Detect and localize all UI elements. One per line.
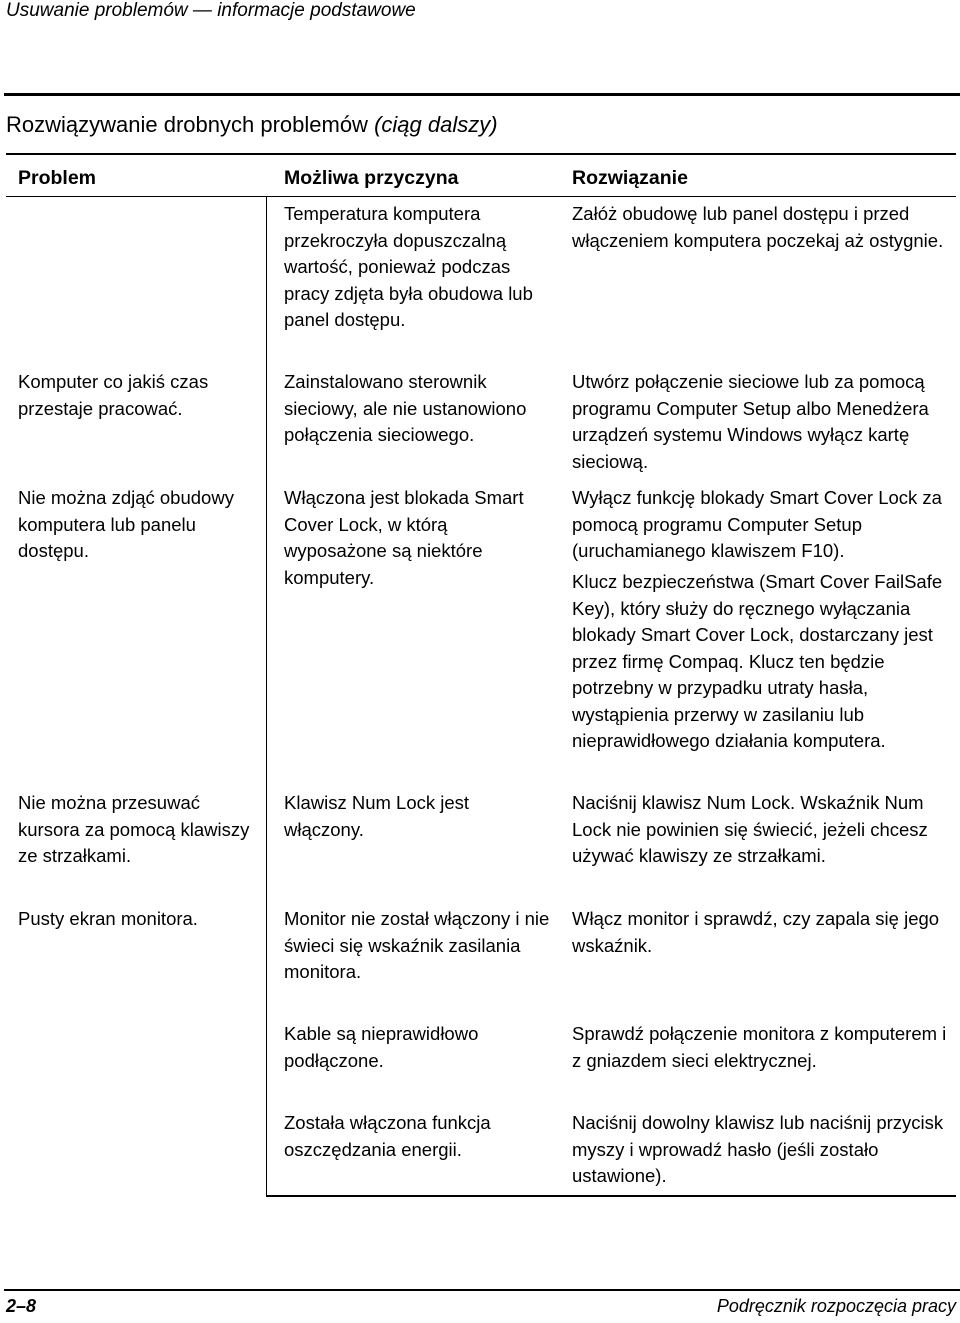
header-rule bbox=[4, 93, 960, 96]
table-cell-solution: Naciśnij klawisz Num Lock. Wskaźnik Num Lock nie powinien się świecić, jeżeli chcesz używać klawiszy ze strzałkami. bbox=[572, 792, 928, 866]
table-cell-solution-note: Klucz bezpieczeństwa (Smart Cover FailSafe Key), który służy do ręcznego wyłączania blokady Smart Cover Lock, dostarczany jest przez firmę Compaq. Klucz ten będzie potrzebny w przypadku utraty hasła, wystąpienia przerwy w zasilaniu lub nieprawidłowego działania komputera. bbox=[572, 571, 943, 751]
table-cell-cause: Temperatura komputera przekroczyła dopuszczalną wartość, ponieważ podczas pracy zdjęta była obudowa lub panel dostępu. bbox=[284, 203, 533, 330]
table-cell-solution: Wyłącz funkcję blokady Smart Cover Lock za pomocą programu Computer Setup (uruchamianego klawiszem F10). bbox=[572, 487, 942, 561]
book-title: Podręcznik rozpoczęcia pracy bbox=[716, 1296, 956, 1316]
section-title-suffix: (ciąg dalszy) bbox=[374, 112, 498, 137]
table-top-rule bbox=[6, 153, 956, 155]
table-cell-solution: Naciśnij dowolny klawisz lub naciśnij przycisk myszy i wprowadź hasło (jeśli zostało ustawione). bbox=[572, 1112, 944, 1186]
table-cell-cause: Klawisz Num Lock jest włączony. bbox=[284, 792, 470, 840]
table-cell-cause: Zainstalowano sterownik sieciowy, ale nie ustanowiono połączenia sieciowego. bbox=[284, 371, 527, 445]
table-cell-problem: Komputer co jakiś czas przestaje pracować. bbox=[18, 371, 209, 419]
table-cell-problem: Pusty ekran monitora. bbox=[18, 908, 198, 929]
table-cell-solution: Utwórz połączenie sieciowe lub za pomocą programu Computer Setup albo Menedżera urządzeń systemu Windows wyłącz kartę sieciową. bbox=[572, 371, 929, 472]
page-number: 2–8 bbox=[6, 1296, 37, 1316]
table-cell-cause: Kable są nieprawidłowo podłączone. bbox=[284, 1023, 479, 1071]
table-cell-solution: Załóż obudowę lub panel dostępu i przed włączeniem komputera poczekaj aż ostygnie. bbox=[572, 203, 944, 251]
column-header-solution: Rozwiązanie bbox=[572, 167, 688, 189]
column-header-problem: Problem bbox=[18, 167, 97, 189]
table-cell-problem: Nie można zdjąć obudowy komputera lub panelu dostępu. bbox=[18, 487, 234, 561]
table-bottom-rule bbox=[266, 1195, 956, 1197]
table-header-rule bbox=[6, 196, 956, 197]
section-title bbox=[6, 112, 498, 138]
footer-rule bbox=[4, 1289, 960, 1291]
column-divider bbox=[266, 196, 267, 1196]
table-cell-solution: Sprawdź połączenie monitora z komputerem i z gniazdem sieci elektrycznej. bbox=[572, 1023, 947, 1071]
table-cell-solution: Włącz monitor i sprawdź, czy zapala się jego wskaźnik. bbox=[572, 908, 940, 956]
column-header-cause: Możliwa przyczyna bbox=[284, 167, 459, 189]
table-cell-cause: Włączona jest blokada Smart Cover Lock, w którą wyposażone są niektóre komputery. bbox=[284, 487, 524, 588]
table-cell-cause: Monitor nie został włączony i nie świeci się wskaźnik zasilania monitora. bbox=[284, 908, 550, 982]
table-cell-problem: Nie można przesuwać kursora za pomocą klawiszy ze strzałkami. bbox=[18, 792, 250, 866]
table-cell-cause: Została włączona funkcja oszczędzania energii. bbox=[284, 1112, 491, 1160]
running-header: Usuwanie problemów — informacje podstawowe bbox=[6, 0, 416, 21]
section-title-text: Rozwiązywanie drobnych problemów bbox=[6, 112, 368, 137]
